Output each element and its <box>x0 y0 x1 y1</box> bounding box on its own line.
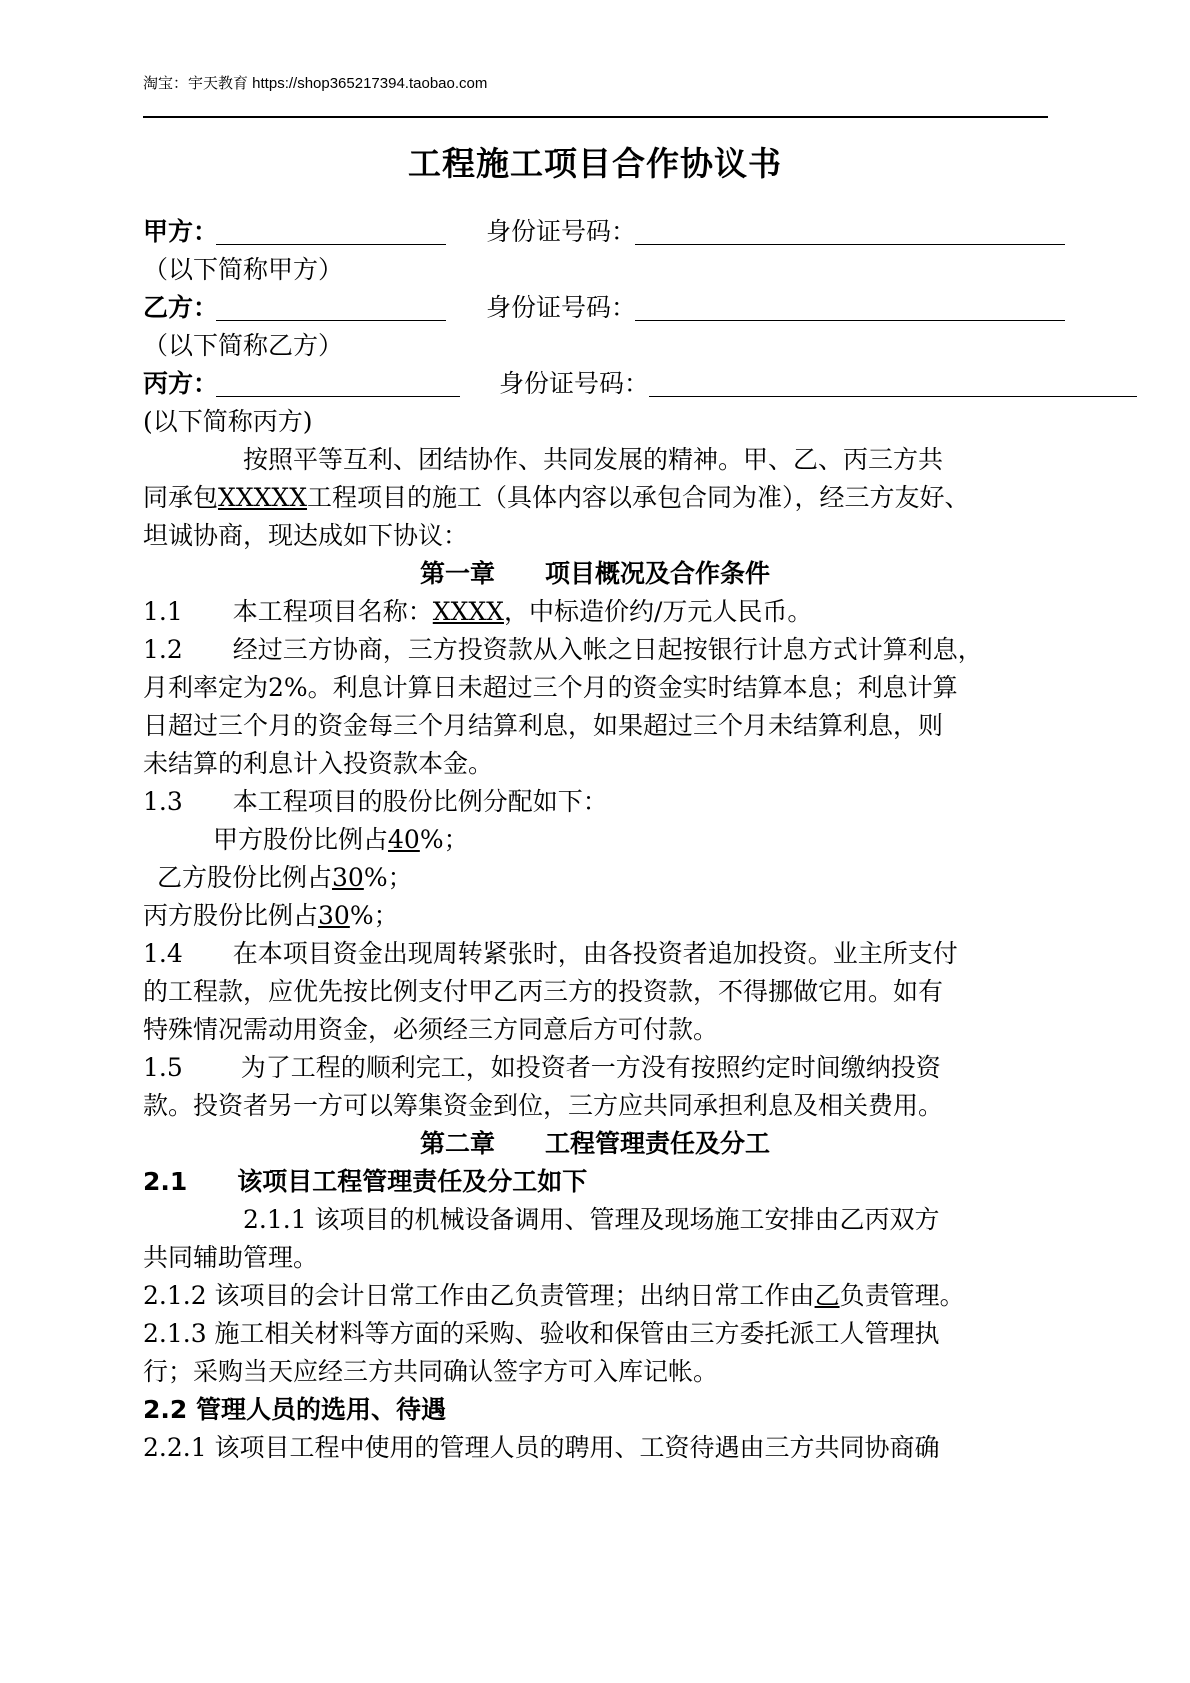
project-name-placeholder: XXXXX <box>218 483 308 512</box>
share-b-value: 30 <box>332 863 364 892</box>
clause-2-1-3-line-2: 行；采购当天应经三方共同确认签字方可入库记帐。 <box>143 1357 719 1386</box>
party-c-note: (以下简称丙方) <box>143 407 313 436</box>
party-a-id-blank <box>635 244 1065 245</box>
party-a-label: 甲方： <box>143 217 219 246</box>
party-b-label: 乙方： <box>143 293 219 322</box>
intro-line-2-end: 工程项目的施工（具体内容以承包合同为准），经三方友好、 <box>307 483 970 512</box>
share-party-c <box>143 896 399 936</box>
clause-2-1-2-start: 2.1.2 该项目的会计日常工作由乙负责管理；出纳日常工作由 <box>143 1281 815 1310</box>
document-title: 工程施工项目合作协议书 <box>408 144 782 183</box>
clause-2-1-2 <box>143 1276 965 1316</box>
party-b-line <box>143 288 1190 328</box>
clause-2-2-heading: 2.2 管理人员的选用、待遇 <box>143 1395 446 1424</box>
party-b-name-blank <box>216 320 446 321</box>
party-c-label: 丙方： <box>143 369 219 398</box>
clause-1-2-line-1: 1.2 经过三方协商，三方投资款从入帐之日起按银行计息方式计算利息， <box>143 635 983 664</box>
share-a-value: 40 <box>388 825 420 854</box>
clause-1-4-line-1: 1.4 在本项目资金出现周转紧张时，由各投资者追加投资。业主所支付 <box>143 939 958 968</box>
share-party-a <box>213 820 469 860</box>
clause-1-4-line-3: 特殊情况需动用资金，必须经三方同意后方可付款。 <box>143 1015 719 1044</box>
party-c-line <box>143 364 1190 404</box>
intro-line-2-start: 同承包 <box>143 483 219 512</box>
share-a-label: 甲方股份比例占 <box>213 825 389 854</box>
party-b-id-label: 身份证号码： <box>486 293 637 322</box>
share-b-unit: %； <box>363 863 413 892</box>
clause-2-1-heading: 2.1 该项目工程管理责任及分工如下 <box>143 1167 588 1196</box>
intro-line-1: 按照平等互利、团结协作、共同发展的精神。甲、乙、丙三方共 <box>243 445 944 474</box>
clause-2-1-1-line-1: 2.1.1 该项目的机械设备调用、管理及现场施工安排由乙丙双方 <box>243 1205 940 1234</box>
clause-2-1-2-end: 负责管理。 <box>839 1281 965 1310</box>
clause-1-5-line-1: 1.5 为了工程的顺利完工，如投资者一方没有按照约定时间缴纳投资 <box>143 1053 941 1082</box>
party-c-name-blank <box>216 396 460 397</box>
cashier-party: 乙 <box>814 1281 840 1310</box>
clause-1-1-start: 1.1 本工程项目名称： <box>143 597 433 626</box>
chapter-1-heading: 第一章 项目概况及合作条件 <box>419 559 770 588</box>
share-a-unit: %； <box>419 825 469 854</box>
project-name-field: XXXX <box>432 597 504 626</box>
party-a-name-blank <box>216 244 446 245</box>
share-c-value: 30 <box>318 901 350 930</box>
clause-1-1 <box>143 592 812 632</box>
party-c-id-blank <box>649 396 1137 397</box>
clause-2-1-1-line-2: 共同辅助管理。 <box>143 1243 319 1272</box>
clause-2-2-1: 2.2.1 该项目工程中使用的管理人员的聘用、工资待遇由三方共同协商确 <box>143 1433 940 1462</box>
chapter-2-heading: 第二章 工程管理责任及分工 <box>419 1129 770 1158</box>
clause-1-5-line-2: 款。投资者另一方可以筹集资金到位，三方应共同承担利息及相关费用。 <box>143 1091 944 1120</box>
share-c-unit: %； <box>349 901 399 930</box>
intro-line-2 <box>143 478 970 518</box>
clause-1-4-line-2: 的工程款，应优先按比例支付甲乙丙三方的投资款，不得挪做它用。如有 <box>143 977 944 1006</box>
party-a-id-label: 身份证号码： <box>486 217 637 246</box>
clause-1-2-line-4: 未结算的利息计入投资款本金。 <box>143 749 494 778</box>
intro-line-3: 坦诚协商，现达成如下协议： <box>143 521 469 550</box>
party-b-id-blank <box>635 320 1065 321</box>
share-party-b <box>157 858 413 898</box>
party-a-line <box>143 212 1190 252</box>
party-b-note: （以下简称乙方） <box>143 331 344 360</box>
clause-1-1-end: ，中标造价约/万元人民币。 <box>503 597 813 626</box>
clause-1-2-line-3: 日超过三个月的资金每三个月结算利息，如果超过三个月未结算利息，则 <box>143 711 944 740</box>
clause-2-1-3-line-1: 2.1.3 施工相关材料等方面的采购、验收和保管由三方委托派工人管理执 <box>143 1319 940 1348</box>
clause-1-2-line-2: 月利率定为2%。利息计算日未超过三个月的资金实时结算本息；利息计算 <box>143 673 958 702</box>
header-divider <box>143 116 1048 118</box>
clause-1-3: 1.3 本工程项目的股份比例分配如下： <box>143 787 608 816</box>
party-a-note: （以下简称甲方） <box>143 255 344 284</box>
share-b-label: 乙方股份比例占 <box>157 863 333 892</box>
share-c-label: 丙方股份比例占 <box>143 901 319 930</box>
page-header: 淘宝：宇天教育 https://shop365217394.taobao.com <box>143 75 488 92</box>
party-c-id-label: 身份证号码： <box>499 369 650 398</box>
